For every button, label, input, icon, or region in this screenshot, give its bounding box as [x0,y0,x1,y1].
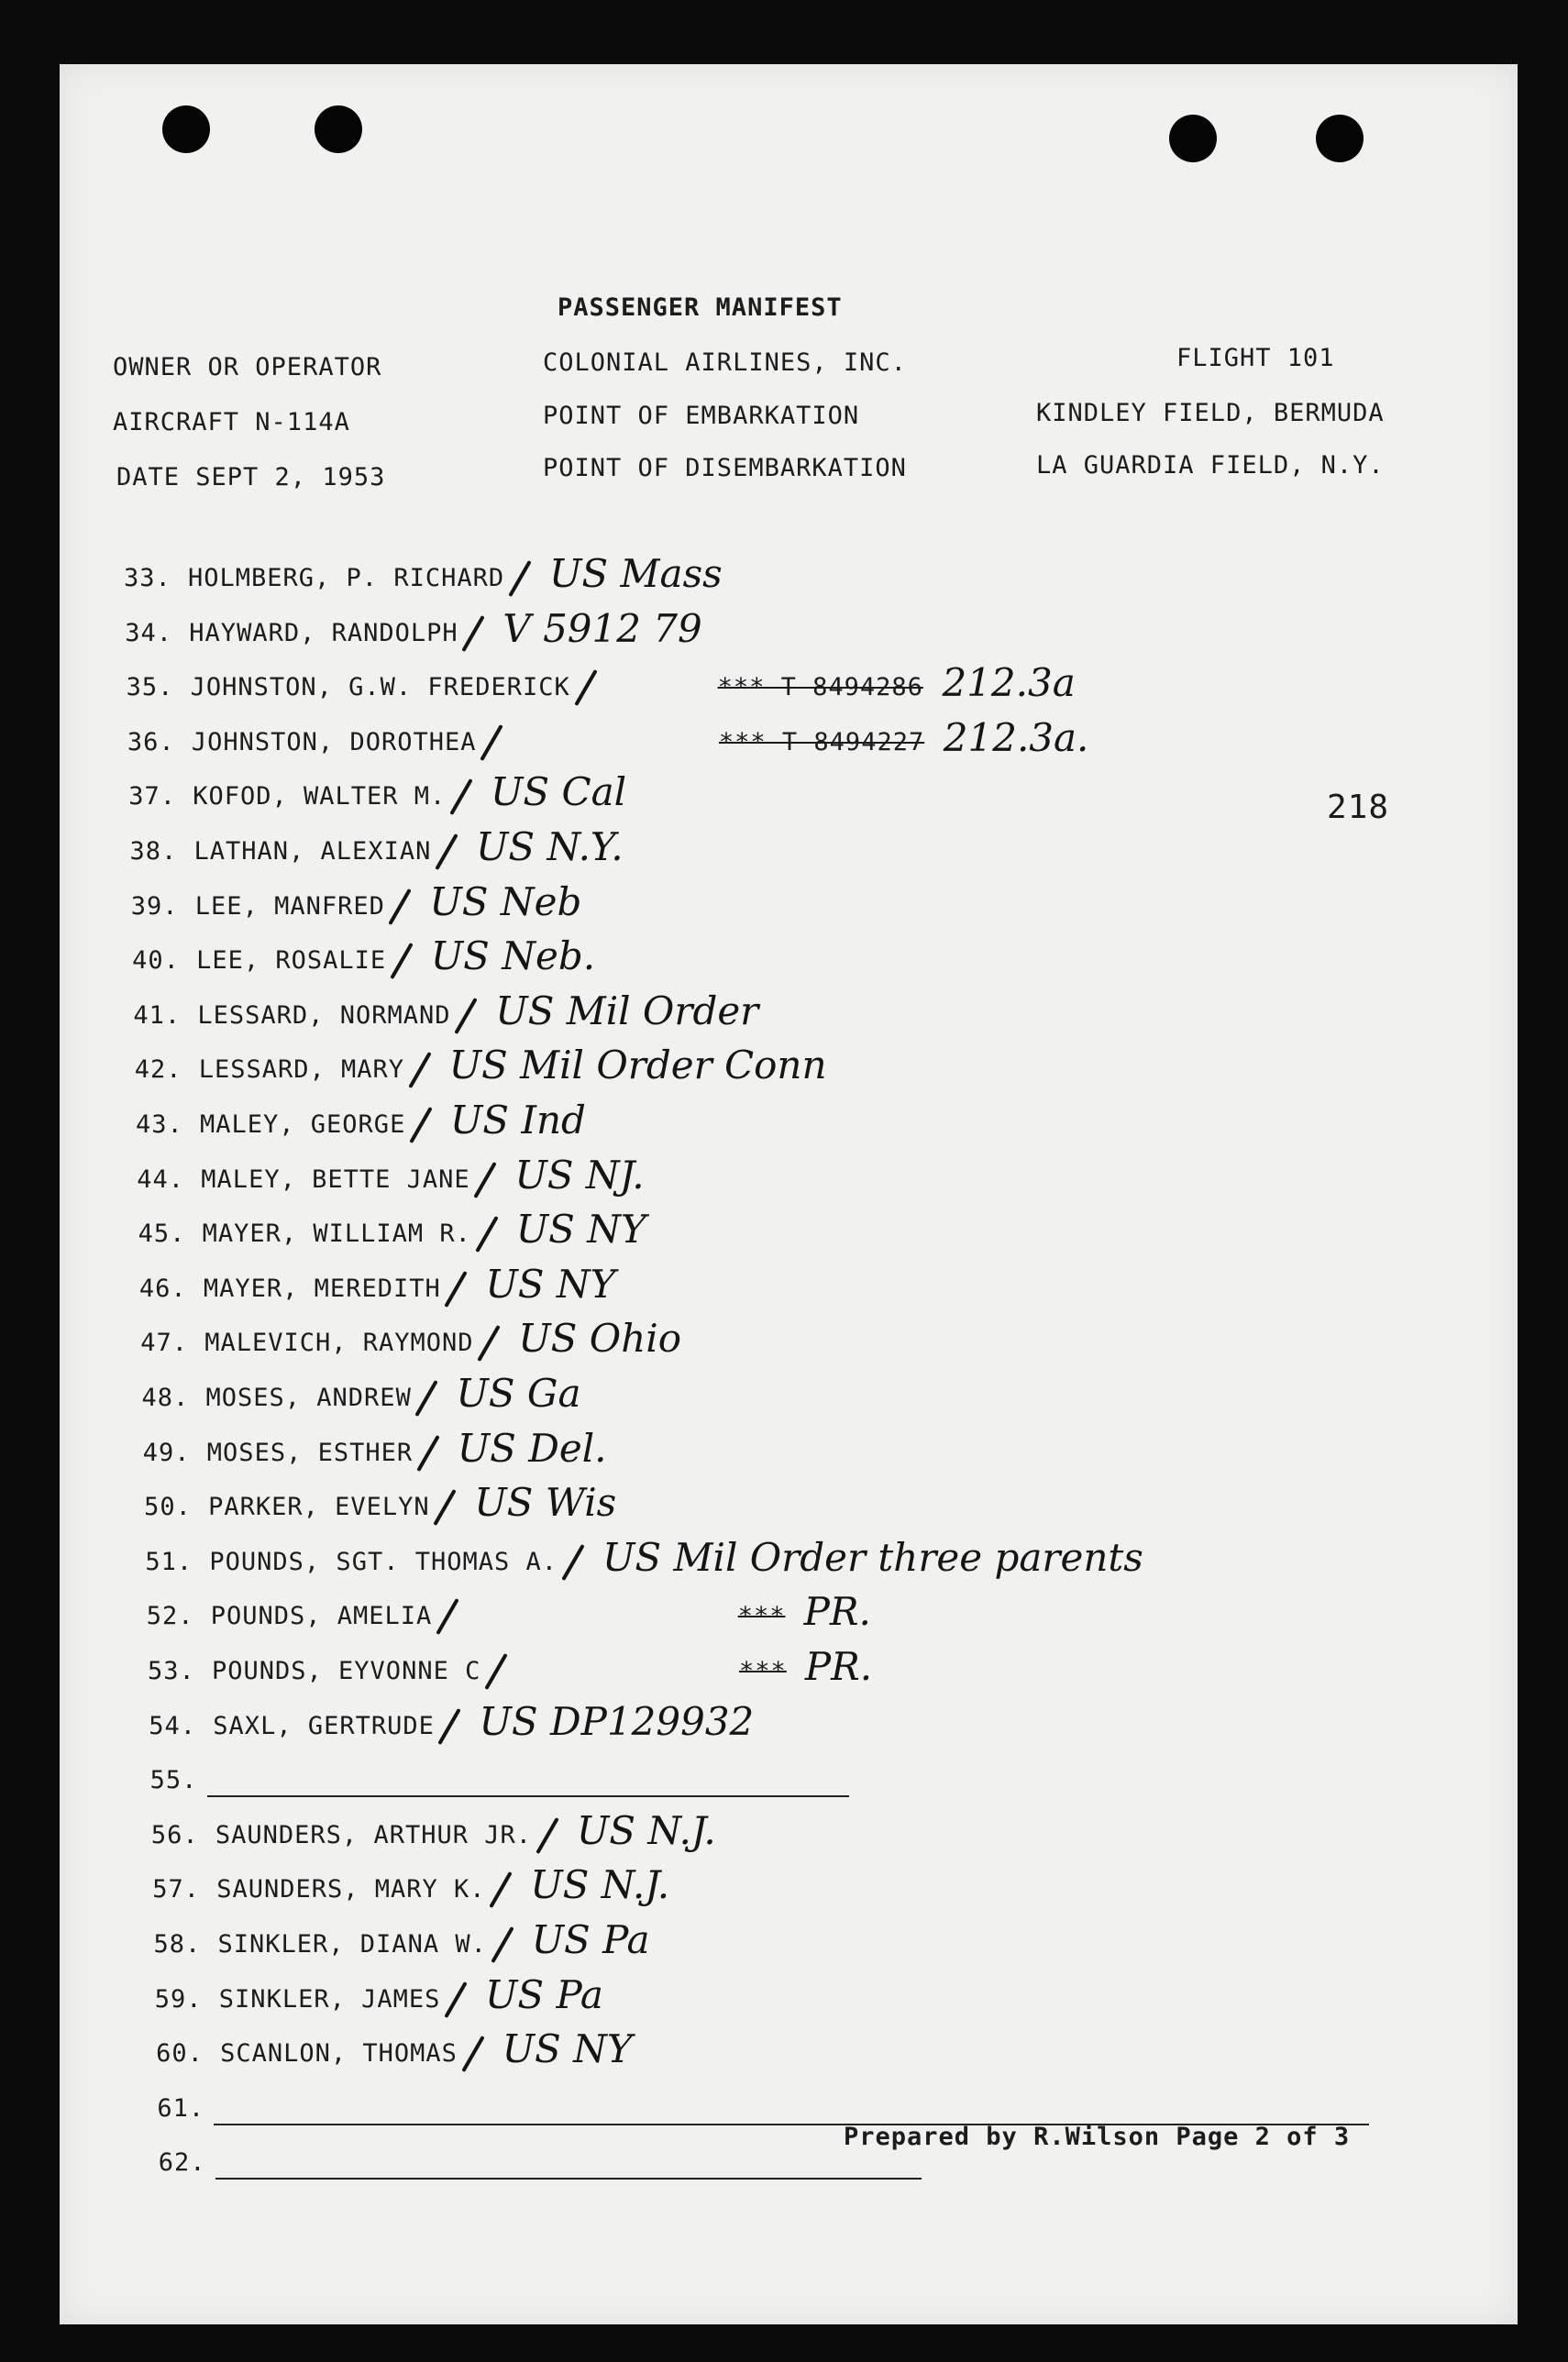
handwritten-note: US NY [502,2026,633,2072]
punch-hole [315,105,362,153]
passenger-name: LATHAN, ALEXIAN [193,837,432,866]
passenger-name: KOFOD, WALTER M. [193,782,447,811]
owner-value: COLONIAL AIRLINES, INC. [543,348,907,377]
check-mark [409,1107,432,1143]
passenger-number: 45. [138,1220,186,1249]
passenger-name: HAYWARD, RANDOLPH [189,618,458,647]
check-mark [475,1216,498,1253]
handwritten-note: US Mass [549,551,723,596]
passenger-number: 62. [158,2148,206,2178]
handwritten-note: US Del. [457,1425,607,1471]
disembark-value: LA GUARDIA FIELD, N.Y. [1036,451,1385,480]
passenger-number: 58. [153,1930,202,1959]
punch-hole [1316,115,1364,162]
passenger-number: 44. [137,1164,185,1194]
aircraft: AIRCRAFT N-114A [113,408,350,436]
check-mark [415,1380,438,1417]
handwritten-note: 212.3a [942,660,1076,706]
check-mark [480,724,503,761]
passenger-name: PARKER, EVELYN [208,1493,430,1522]
passenger-number: 48. [141,1384,190,1412]
check-mark [408,1052,431,1088]
handwritten-note: US DP129932 [479,1698,755,1744]
passenger-number: 51. [145,1547,193,1576]
passenger-number: 37. [128,782,176,811]
handwritten-note: US Cal [490,769,627,815]
check-mark [390,943,413,979]
handwritten-note: US Mil Order [495,988,759,1033]
passenger-number: 57. [152,1875,200,1904]
passenger-name: LEE, ROSALIE [196,946,387,976]
passenger-name: SAUNDERS, MARY K. [216,1875,486,1904]
passenger-name: MOSES, ANDREW [205,1384,412,1412]
passenger-name: SINKLER, JAMES [218,1984,441,2014]
check-mark [478,1325,501,1362]
passenger-name: LEE, MANFRED [194,891,385,921]
passenger-name: MALEY, GEORGE [200,1110,406,1139]
passenger-name: POUNDS, AMELIA [210,1602,433,1631]
check-mark [435,833,458,870]
passenger-name: SCANLON, THOMAS [220,2039,458,2069]
check-mark [444,1981,467,2018]
handwritten-note: V 5912 79 [502,605,702,651]
check-mark [491,1926,513,1963]
blank-line [207,1795,849,1797]
passenger-number: 36. [127,727,175,756]
handwritten-note: US NY [485,1261,616,1307]
manifest-page [60,64,1518,2324]
check-mark [508,560,531,597]
check-mark [461,2036,484,2072]
check-mark [574,669,597,706]
handwritten-note: US NJ. [514,1152,645,1198]
typed-extra: *** T 8494286 [717,673,923,702]
passenger-number: 39. [130,891,179,921]
passenger-number: 54. [149,1711,197,1740]
stamp-number: 218 [1327,789,1390,826]
passenger-name: JOHNSTON, G.W. FREDERICK [190,673,570,702]
handwritten-note: US Mil Order three parents [602,1534,1143,1580]
passenger-number: 40. [132,946,180,976]
passenger-name: SAXL, GERTRUDE [213,1711,435,1740]
handwritten-note: US Mil Order Conn [448,1043,827,1088]
embark-label: POINT OF EMBARKATION [543,402,860,430]
date: DATE SEPT 2, 1953 [116,463,386,491]
passenger-number: 47. [140,1329,188,1358]
passenger-number: 34. [125,618,173,647]
passenger-name: LESSARD, NORMAND [197,1000,451,1030]
handwritten-note: US Ga [456,1371,581,1416]
passenger-number: 43. [136,1110,183,1139]
passenger-number: 42. [134,1055,182,1085]
passenger-number: 60. [156,2039,204,2069]
passenger-number: 50. [144,1493,192,1522]
handwritten-note: US Pa [484,1971,603,2017]
check-mark [445,1271,468,1308]
handwritten-note: US NY [515,1207,646,1253]
handwritten-note: US Pa [531,1917,650,1962]
handwritten-note: US N.J. [576,1807,716,1853]
check-mark [484,1653,507,1690]
disembark-label: POINT OF DISEMBARKATION [543,454,907,482]
blank-line [215,2178,922,2180]
handwritten-note: 212.3a. [943,714,1089,760]
passenger-name: JOHNSTON, DOROTHEA [191,727,477,756]
check-mark [438,1708,461,1745]
passenger-name: MAYER, MEREDITH [203,1274,441,1303]
passenger-number: 61. [157,2093,205,2123]
passenger-number: 46. [138,1274,187,1303]
passenger-name: LESSARD, MARY [198,1055,405,1085]
check-mark [462,615,485,652]
passenger-name: POUNDS, SGT. THOMAS A. [209,1547,558,1576]
handwritten-note: US N.Y. [476,824,624,869]
typed-extra: *** [739,1657,787,1685]
check-mark [449,778,472,815]
check-mark [454,998,477,1034]
handwritten-note: US Neb. [430,933,596,979]
handwritten-note: PR. [803,1589,871,1635]
check-mark [561,1544,584,1581]
handwritten-note: US N.J. [530,1862,670,1908]
passenger-name: SAUNDERS, ARTHUR JR. [215,1820,532,1849]
punch-hole [162,105,210,153]
passenger-number: 59. [154,1984,203,2014]
check-mark [536,1817,558,1854]
passenger-name: HOLMBERG, P. RICHARD [188,564,505,592]
passenger-name: MAYER, WILLIAM R. [202,1220,471,1249]
handwritten-note: US Ohio [518,1316,682,1362]
check-mark [490,1871,513,1908]
typed-extra: *** T 8494227 [718,727,925,756]
passenger-number: 35. [126,673,174,702]
handwritten-note: PR. [804,1644,873,1689]
handwritten-note: US Ind [449,1098,586,1142]
passenger-number: 55. [149,1766,198,1795]
passenger-number: 33. [124,564,171,592]
passenger-number: 53. [148,1657,195,1685]
punch-hole [1169,115,1217,162]
embark-value: KINDLEY FIELD, BERMUDA [1036,399,1385,427]
manifest-title: PASSENGER MANIFEST [558,293,843,322]
passenger-name: MALEY, BETTE JANE [201,1164,470,1194]
handwritten-note: US Wis [474,1480,617,1526]
passenger-name: POUNDS, EYVONNE C [212,1657,481,1685]
prepared-by: Prepared by R.Wilson Page 2 of 3 [844,2123,1351,2151]
passenger-name: MOSES, ESTHER [206,1438,414,1467]
check-mark [416,1435,439,1472]
owner-label: OWNER OR OPERATOR [113,353,382,381]
passenger-name: SINKLER, DIANA W. [217,1930,487,1959]
passenger-number: 56. [150,1820,199,1849]
passenger-number: 52. [146,1602,194,1631]
passenger-number: 49. [142,1438,191,1467]
passenger-number: 38. [129,837,178,866]
check-mark [434,1489,457,1526]
check-mark [474,1162,497,1198]
passenger-name: MALEVICH, RAYMOND [204,1329,474,1358]
flight-number: FLIGHT 101 [1176,344,1335,372]
check-mark [389,889,412,925]
typed-extra: *** [737,1602,786,1631]
check-mark [436,1598,458,1635]
handwritten-note: US Neb [429,878,582,924]
passenger-number: 41. [133,1000,182,1030]
